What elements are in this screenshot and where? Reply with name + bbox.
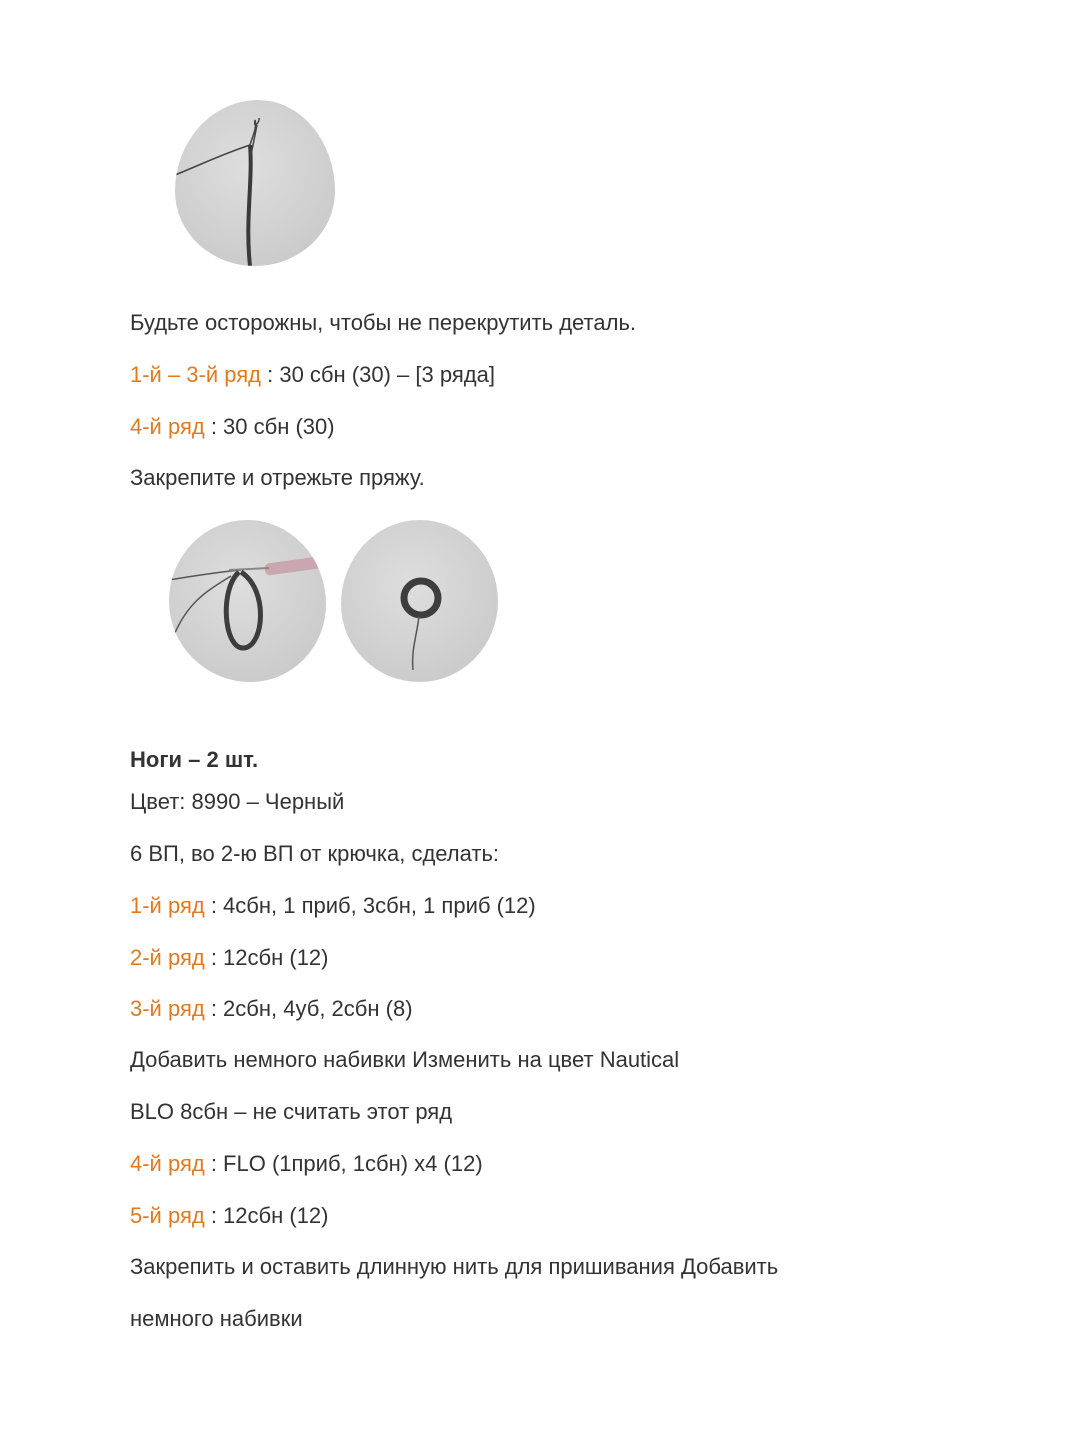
chain-loop-with-hook-photo [169, 520, 326, 682]
row-label: 1-й – 3-й ряд [130, 362, 262, 387]
color-line: Цвет: 8990 – Черный [130, 789, 345, 814]
row-label: 1-й ряд [130, 893, 205, 918]
small-ring-photo [341, 520, 498, 682]
row-label: 4-й ряд [130, 414, 205, 439]
row-label: 5-й ряд [130, 1203, 205, 1228]
start-line: 6 ВП, во 2-ю ВП от крючка, сделать: [130, 841, 500, 866]
yarn-chain-photo [175, 100, 335, 266]
crochet-ring-icon [341, 520, 498, 682]
row-line: 4-й ряд : FLO (1приб, 1сбн) х4 (12) [130, 1151, 483, 1176]
row-line: 4-й ряд : 30 сбн (30) [130, 414, 335, 439]
section-heading: Ноги – 2 шт. [130, 747, 259, 772]
note-line: BLO 8сбн – не считать этот ряд [130, 1099, 453, 1124]
row-label: 4-й ряд [130, 1151, 205, 1176]
instruction-line: Будьте осторожны, чтобы не перекрутить деталь. [130, 310, 637, 335]
row-line: 5-й ряд : 12сбн (12) [130, 1203, 329, 1228]
row-line: 1-й ряд : 4сбн, 1 приб, 3сбн, 1 приб (12) [130, 893, 536, 918]
row-line: 1-й – 3-й ряд : 30 сбн (30) – [3 ряда] [130, 362, 495, 387]
crochet-hook-icon [169, 520, 326, 682]
note-line: Добавить немного набивки Изменить на цвет Nautical [130, 1047, 680, 1072]
row-label: 2-й ряд [130, 945, 205, 970]
instruction-line: Закрепите и отрежьте пряжу. [130, 465, 425, 490]
final-line: Закрепить и оставить длинную нить для пришивания Добавить [130, 1254, 779, 1279]
final-line: немного набивки [130, 1306, 303, 1331]
yarn-chain-icon [175, 100, 335, 266]
row-line: 3-й ряд : 2сбн, 4уб, 2сбн (8) [130, 996, 413, 1021]
row-label: 3-й ряд [130, 996, 205, 1021]
row-line: 2-й ряд : 12сбн (12) [130, 945, 329, 970]
